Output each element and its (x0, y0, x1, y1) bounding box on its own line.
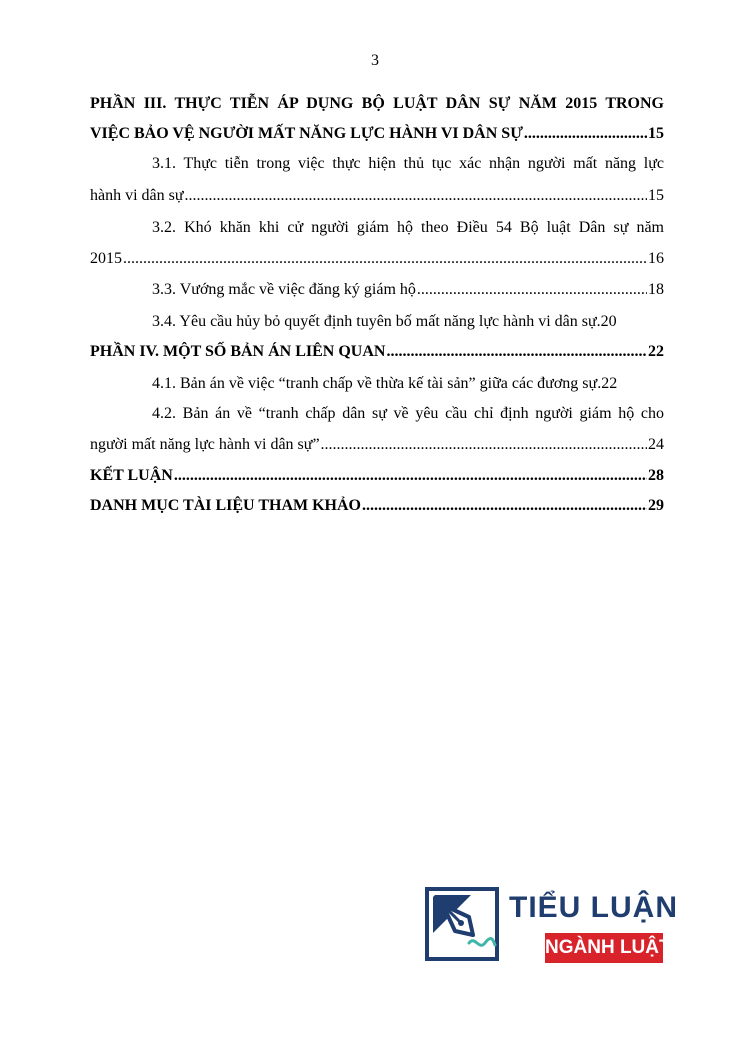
toc-part4[interactable] (90, 338, 664, 366)
toc-part3-line1: PHẦN III. THỰC TIỄN ÁP DỤNG BỘ LUẬT DÂN SỰ NĂM 2015 TRONG (90, 95, 664, 112)
brand-logo (425, 887, 678, 967)
toc-leader-dots (417, 276, 647, 304)
toc-leader-dots (321, 431, 647, 459)
toc-s34[interactable]: 3.4. Yêu cầu hủy bỏ quyết định tuyên bố mất năng lực hành vi dân sự.20 (152, 313, 617, 330)
toc-leader-dots (386, 338, 647, 366)
toc-conclusion[interactable] (90, 462, 664, 490)
toc-references-page: 29 (648, 497, 664, 514)
toc-s33[interactable] (90, 276, 664, 304)
toc-leader-dots (362, 492, 647, 520)
logo-title: TIỂU LUẬN (509, 891, 678, 924)
toc-s42-line1: 4.2. Bản án về “tranh chấp dân sự về yêu cầu chỉ định người giám hộ cho (152, 405, 664, 422)
toc-s41[interactable]: 4.1. Bản án về việc “tranh chấp về thừa kế tài sản” giữa các đương sự.22 (152, 375, 618, 392)
toc-part3-page: 15 (648, 125, 664, 142)
toc-leader-dots (185, 182, 647, 210)
toc-s32-line2[interactable] (90, 245, 664, 273)
toc-s31-line2[interactable] (90, 182, 664, 210)
toc-s42-line2[interactable] (90, 431, 664, 459)
pen-nib-icon (425, 887, 499, 961)
toc-references-title: DANH MỤC TÀI LIỆU THAM KHẢO (90, 497, 361, 514)
toc-s31-line1: 3.1. Thực tiễn trong việc thực hiện thủ tục xác nhận người mất năng lực (152, 155, 664, 172)
logo-subtitle: NGÀNH LUẬT (545, 933, 663, 963)
toc-s31-page: 15 (648, 187, 664, 204)
toc-part3-title: VIỆC BẢO VỆ NGƯỜI MẤT NĂNG LỰC HÀNH VI DÂN SỰ (90, 125, 523, 142)
toc-conclusion-title: KẾT LUẬN (90, 467, 173, 484)
toc-s31-title: hành vi dân sự (90, 187, 184, 204)
toc-part3-line2[interactable] (90, 120, 664, 148)
toc-s32-page: 16 (648, 250, 664, 267)
toc-leader-dots (174, 462, 647, 490)
toc-leader-dots (123, 245, 647, 273)
toc-s33-title: 3.3. Vướng mắc về việc đăng ký giám hộ (152, 281, 416, 298)
toc-s32-title: 2015 (90, 250, 122, 267)
toc-part4-page: 22 (648, 343, 664, 360)
toc-s33-page: 18 (648, 281, 664, 298)
toc-s42-page: 24 (648, 436, 664, 453)
toc-part4-title: PHẦN IV. MỘT SỐ BẢN ÁN LIÊN QUAN (90, 343, 386, 360)
page-number: 3 (371, 52, 379, 69)
toc-s32-line1: 3.2. Khó khăn khi cử người giám hộ theo Điều 54 Bộ luật Dân sự năm (152, 219, 664, 236)
toc-s42-title: người mất năng lực hành vi dân sự” (90, 436, 320, 453)
toc-leader-dots (524, 120, 647, 148)
toc-conclusion-page: 28 (648, 467, 664, 484)
toc-references[interactable] (90, 492, 664, 520)
